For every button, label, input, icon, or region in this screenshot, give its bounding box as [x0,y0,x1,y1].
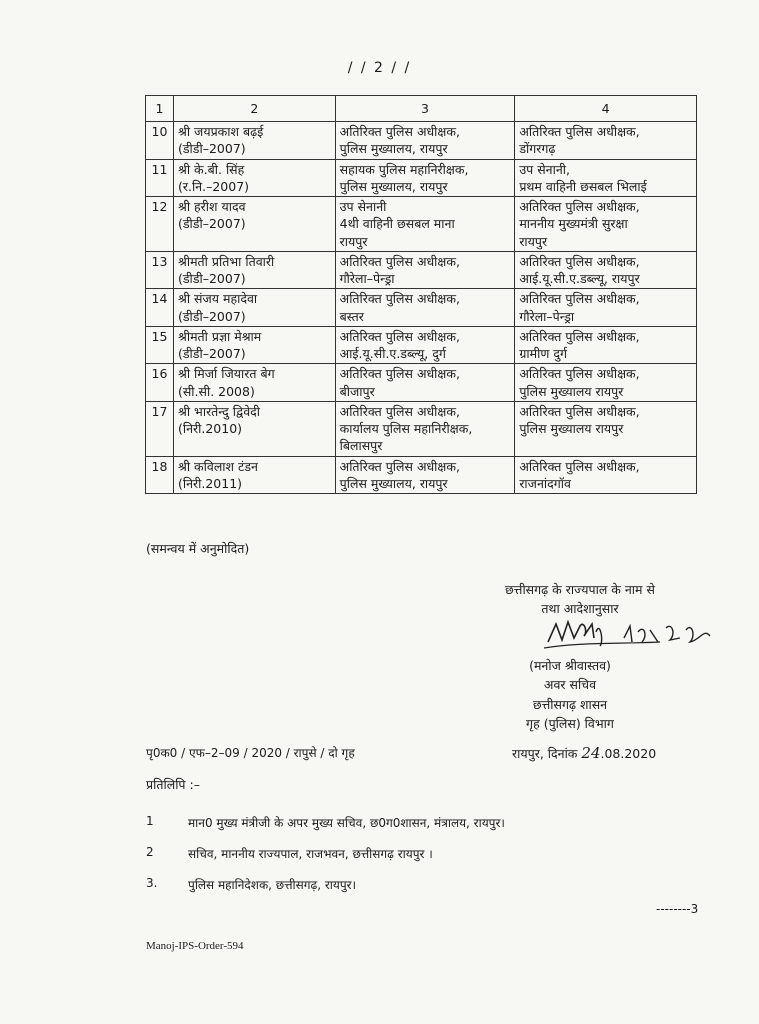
officer-government: छत्तीसगढ़ शासन [532,696,608,712]
post-line: अतिरिक्त पुलिस अधीक्षक, [519,328,640,344]
post-line: ग्रामीण दुर्ग [519,346,567,361]
post-line: अतिरिक्त पुलिस अधीक्षक, [519,291,640,307]
handwritten-signature [540,612,740,660]
officer-designation: अवर सचिव [543,677,597,693]
post-line: पुलिस मुख्यालय, रायपुर [339,178,448,194]
current-post-cell [335,456,515,494]
col-header: 4 [515,96,697,122]
officer-cell [173,251,335,289]
officer-name-text: श्रीमती प्रज्ञा मेश्राम [177,328,262,344]
post-line: पुलिस मुख्यालय रायपुर [519,421,624,436]
officer-batch-text: (निरी.2010) [177,421,243,436]
post-line: अतिरिक्त पुलिस अधीक्षक, [519,124,640,139]
post-line: अतिरिक्त पुलिस अधीक्षक, [339,291,460,307]
new-post-cell [515,122,697,160]
page-number: / / 2 / / [347,60,412,76]
officer-name-text: श्री हरीश यादव [177,199,246,214]
post-line: आई.यू.सी.ए.डब्ल्यू, रायपुर [519,271,640,286]
list-item [146,814,505,831]
table-row [146,326,697,364]
authority-line: छत्तीसगढ़ के राज्यपाल के नाम से [505,582,655,597]
post-line: पुलिस मुख्यालय रायपुर [519,383,624,399]
new-post-cell [515,364,697,402]
table-row [146,456,697,494]
officer-batch-text: (डीडी–2007) [177,271,246,286]
new-post-cell [515,456,697,494]
post-line: बिलासपुर [339,438,383,454]
officer-batch-text: (निरी.2011) [177,475,243,491]
col-header: 3 [335,96,515,122]
current-post-cell [335,326,515,364]
new-post-cell [515,251,697,289]
reference-number: पृ0क0 / एफ–2–09 / 2020 / रापुसे / दो गृह [146,746,355,760]
post-line: सहायक पुलिस महानिरीक्षक, [339,161,469,177]
post-line: गौरेला–पेन्ड्रा [339,271,395,286]
table-row [146,289,697,327]
serial-cell: 13 [146,251,174,289]
table-header-row [146,96,697,122]
post-line: उप सेनानी [339,199,387,214]
post-line: रायपुर [519,233,548,249]
officer-batch-text: (डीडी–2007) [177,216,246,232]
officer-name-text: श्रीमती प्रतिभा तिवारी [177,253,275,269]
issue-date [512,744,656,762]
current-post-cell [335,159,515,197]
col-header: 2 [173,96,335,122]
officer-batch-text: (डीडी–2007) [177,141,246,157]
current-post-cell [335,197,515,252]
col-header: 1 [146,96,174,122]
officer-cell [173,364,335,402]
copy-list [146,814,505,907]
serial-cell: 11 [146,159,174,197]
serial-cell: 12 [146,197,174,252]
approval-note: (समन्वय में अनुमोदित) [146,541,250,556]
date-rest: .08.2020 [600,746,657,761]
officer-cell [173,456,335,494]
officer-cell [173,289,335,327]
officer-batch-text: (डीडी–2007) [177,346,246,361]
officer-cell [173,401,335,456]
post-line: उप सेनानी, [519,161,571,177]
post-line: राजनांदगॉव [519,475,571,491]
new-post-cell [515,159,697,197]
current-post-cell [335,401,515,456]
officer-department: गृह (पुलिस) विभाग [526,716,614,732]
next-page-marker: --------3 [656,902,699,916]
post-line: अतिरिक्त पुलिस अधीक्षक, [339,403,460,419]
authority-line: तथा आदेशानुसार [541,601,619,617]
list-item-number: 3. [146,876,158,890]
post-line: डोंगरगढ़ [519,141,556,157]
post-line: पुलिस मुख्यालय, रायपुर [339,475,448,491]
serial-cell: 18 [146,456,174,494]
serial-cell: 15 [146,326,174,364]
table-row [146,122,697,160]
officer-cell [173,159,335,197]
post-line: अतिरिक्त पुलिस अधीक्षक, [339,366,460,382]
officer-block [450,656,690,734]
officer-batch-text: (सी.सी. 2008) [177,383,255,399]
post-line: अतिरिक्त पुलिस अधीक्षक, [519,458,640,474]
date-place: रायपुर, दिनांक [512,746,578,761]
serial-cell: 17 [146,401,174,456]
officer-batch-text: (र.नि.–2007) [177,178,250,194]
current-post-cell [335,364,515,402]
list-item [146,876,505,893]
current-post-cell [335,289,515,327]
table-row [146,251,697,289]
table-row [146,197,697,252]
table-row [146,364,697,402]
post-line: अतिरिक्त पुलिस अधीक्षक, [339,124,460,139]
new-post-cell [515,289,697,327]
list-item [146,845,505,862]
post-line: कार्यालय पुलिस महानिरीक्षक, [339,421,473,436]
officer-name-text: श्री संजय महादेवा [177,291,258,307]
post-line: पुलिस मुख्यालय, रायपुर [339,141,448,157]
serial-cell: 14 [146,289,174,327]
current-post-cell [335,251,515,289]
post-line: अतिरिक्त पुलिस अधीक्षक, [519,403,640,419]
post-line: बीजापुर [339,383,375,399]
post-line: अतिरिक्त पुलिस अधीक्षक, [519,366,640,382]
post-line: रायपुर [339,233,368,249]
post-line: अतिरिक्त पुलिस अधीक्षक, [519,199,640,214]
officer-cell [173,326,335,364]
copy-title: प्रतिलिपि :– [146,777,200,792]
list-item-text: सचिव, माननीय राज्यपाल, राजभवन, छत्तीसगढ़ रायपुर । [188,847,433,861]
officer-name-text: श्री के.बी. सिंह [177,161,245,177]
current-post-cell [335,122,515,160]
serial-cell: 10 [146,122,174,160]
officer-cell [173,122,335,160]
post-line: गौरेला–पेन्ड्रा [519,308,575,324]
date-day: 24 [581,744,601,762]
officer-name-text: श्री जयप्रकाश बढ़ई [177,124,264,139]
table-row [146,401,697,456]
officer-name: (मनोज श्रीवास्तव) [529,658,611,673]
post-line: माननीय मुख्यमंत्री सुरक्षा [519,216,628,232]
post-line: प्रथम वाहिनी छसबल भिलाई [519,178,647,194]
list-item-number: 1 [146,814,154,828]
officer-batch-text: (डीडी–2007) [177,308,246,324]
post-line: अतिरिक्त पुलिस अधीक्षक, [339,253,460,269]
file-reference: Manoj-IPS-Order-594 [146,940,244,952]
officer-name-text: श्री कविलाश टंडन [177,458,258,474]
list-item-text: पुलिस महानिदेशक, छत्तीसगढ़, रायपुर। [188,878,357,892]
serial-cell: 16 [146,364,174,402]
officer-name-text: श्री मिर्जा जियारत बेग [177,366,275,382]
post-line: अतिरिक्त पुलिस अधीक्षक, [339,328,460,344]
officer-cell [173,197,335,252]
officer-name-text: श्री भारतेन्दु द्विवेदी [177,403,261,419]
new-post-cell [515,401,697,456]
transfer-table [145,95,697,494]
table-row [146,159,697,197]
post-line: बस्तर [339,308,364,324]
list-item-number: 2 [146,845,154,859]
new-post-cell [515,197,697,252]
post-line: अतिरिक्त पुलिस अधीक्षक, [519,253,640,269]
post-line: आई.यू.सी.ए.डब्ल्यू, दुर्ग [339,346,446,361]
new-post-cell [515,326,697,364]
list-item-text: मान0 मुख्य मंत्रीजी के अपर मुख्य सचिव, छ0ग0शासन, मंत्रालय, रायपुर। [188,816,505,830]
post-line: अतिरिक्त पुलिस अधीक्षक, [339,458,460,474]
post-line: 4थी वाहिनी छसबल माना [339,216,455,232]
